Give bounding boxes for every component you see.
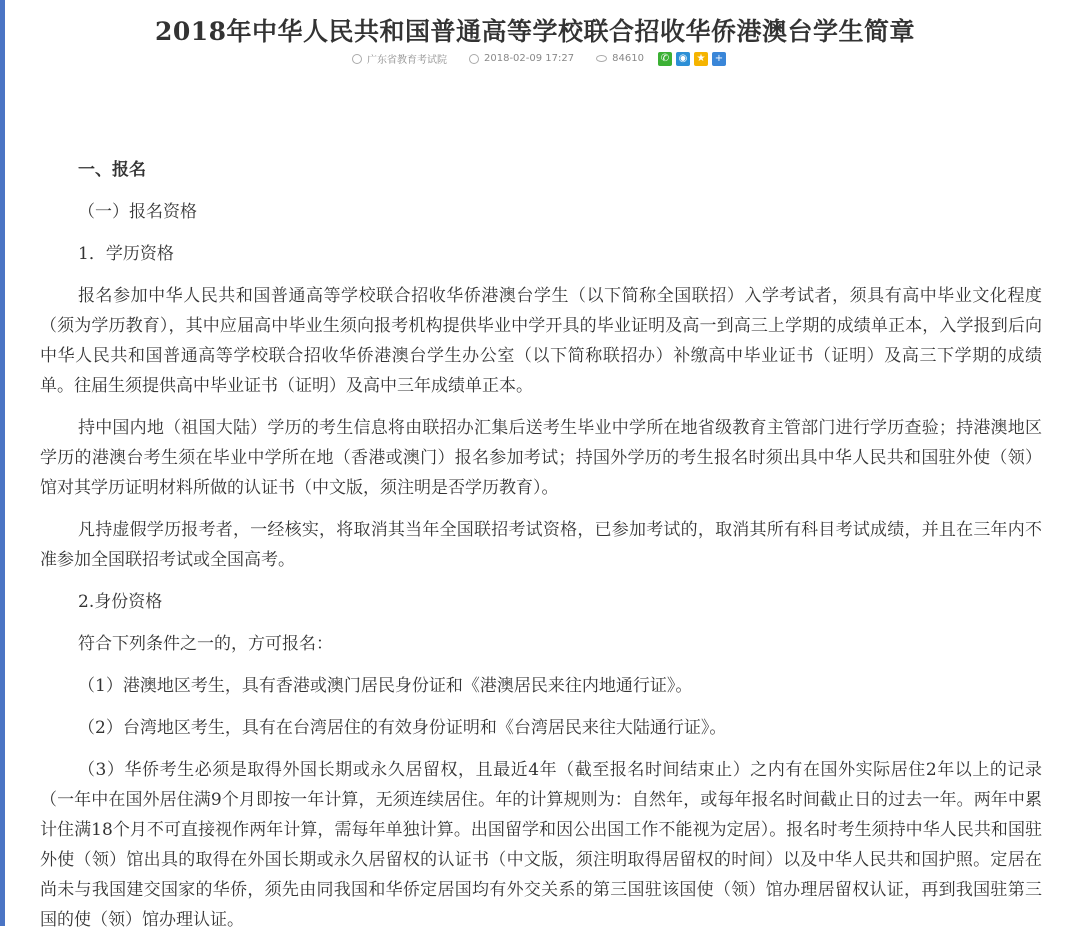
paragraph: 持中国内地（祖国大陆）学历的考生信息将由联招办汇集后送考生毕业中学所在地省级教育主管部门进行学历查验；持港澳地区学历的港澳台考生须在毕业中学所在地（香港或澳门）报名参加考试；持国外学历的考生报名时须出具中华人民共和国驻外使（领）馆对其学历证明材料所做的认证书（中文版，须注明是否学历教育）。: [40, 418, 1042, 498]
section-heading: 一、报名: [78, 160, 146, 180]
more-share-icon[interactable]: +: [712, 52, 726, 66]
paragraph: 符合下列条件之一的，方可报名：: [78, 634, 333, 654]
wechat-icon[interactable]: ✆: [658, 52, 672, 66]
left-accent-bar: [0, 0, 5, 926]
date-text: 2018-02-09 17:27: [484, 53, 575, 64]
qzone-icon[interactable]: ★: [694, 52, 708, 66]
article-meta: [352, 51, 730, 66]
subsection-heading: （一）报名资格: [78, 202, 197, 222]
source-icon: [352, 54, 362, 64]
article-body: [40, 155, 1042, 947]
list-item: （2）台湾地区考生，具有在台湾居住的有效身份证明和《台湾居民来往大陆通行证》。: [78, 718, 727, 738]
share-buttons: [658, 52, 730, 66]
source-meta: [352, 51, 447, 66]
source-text: 广东省教育考试院: [367, 55, 447, 66]
eye-icon: [596, 55, 607, 62]
list-item: （1）港澳地区考生，具有香港或澳门居民身份证和《港澳居民来往内地通行证》。: [78, 676, 693, 696]
paragraph: 凡持虚假学历报考者，一经核实，将取消其当年全国联招考试资格，已参加考试的，取消其所有科目考试成绩，并且在三年内不准参加全国联招考试或全国高考。: [40, 520, 1042, 570]
item-heading: 2.身份资格: [78, 592, 163, 612]
views-count: 84610: [612, 53, 644, 64]
paragraph: 报名参加中华人民共和国普通高等学校联合招收华侨港澳台学生（以下简称全国联招）入学考试者，须具有高中毕业文化程度（须为学历教育），其中应届高中毕业生须向报考机构提供毕业中学开具的毕业证明及高一到高三上学期的成绩单正本，入学报到后向中华人民共和国普通高等学校联合招收华侨港澳台学生办公室（以下简称联招办）补缴高中毕业证书（证明）及高三下学期的成绩单。往届生须提供高中毕业证书（证明）及高中三年成绩单正本。: [40, 286, 1042, 396]
views-meta: [596, 53, 644, 64]
article-title: 2018年中华人民共和国普通高等学校联合招收华侨港澳台学生简章: [154, 17, 916, 46]
clock-icon: [469, 54, 479, 64]
date-meta: [469, 53, 574, 64]
item-heading: 1．学历资格: [78, 244, 174, 264]
qq-icon[interactable]: ◉: [676, 52, 690, 66]
list-item: （3）华侨考生必须是取得外国长期或永久居留权，且最近4年（截至报名时间结束止）之内有在国外实际居住2年以上的记录（一年中在国外居住满9个月即按一年计算，无须连续居住。年的计算规则为：自然年，或每年报名时间截止日的过去一年。两年中累计住满18个月不可直接视作两年计算，需每年单独计算。出国留学和因公出国工作不能视为定居）。报名时考生须持中华人民共和国驻外使（领）馆出具的取得在外国长期或永久居留权的认证书（中文版，须注明取得居留权的时间）以及中华人民共和国护照。定居在尚未与我国建交国家的华侨，须先由同我国和华侨定居国均有外交关系的第三国驻该国使（领）馆办理居留权认证，再到我国驻第三国的使（领）馆办理认证。: [40, 760, 1042, 930]
